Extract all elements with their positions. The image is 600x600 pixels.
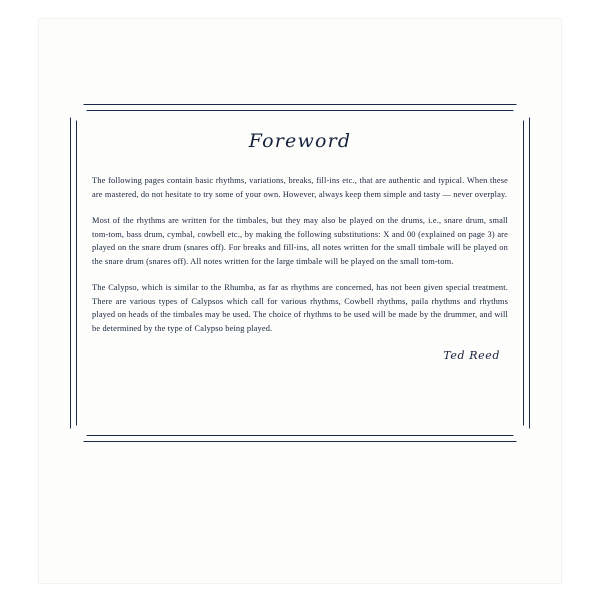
page-title: Foreword [248, 130, 352, 152]
body-paragraph: The following pages contain basic rhythms, variations, breaks, fill-ins etc., that are authentic and typical. When these are mastered, do not hesitate to try some of your own. However, always keep them simple and tasty — never overplay. [92, 176, 508, 199]
page-content [92, 122, 508, 424]
author-signature: Ted Reed [443, 349, 500, 362]
body-paragraph: Most of the rhythms are written for the timbales, but they may also be played on the drums, i.e., snare drum, small tom-tom, bass drum, cymbal, cowbell etc., by making the following substitutions: X and 00 (explained on page 3) are played on the snare drum (snares off). For breaks and fill-ins, all notes written for the small timbale will be played on the snare drum (snares off). All notes written for the large timbale will be played on the small tom-tom. [92, 216, 508, 266]
body-paragraph: The Calypso, which is similar to the Rhumba, as far as rhythms are concerned, has not been given special treatment. There are various types of Calypsos which call for various rhythms, Cowbell rhythms, paila rhythms and rhythms played on heads of the timbales may be used. The choice of rhythms to be used will be made by the drummer, and will be determined by the type of Calypso being played. [92, 283, 508, 333]
